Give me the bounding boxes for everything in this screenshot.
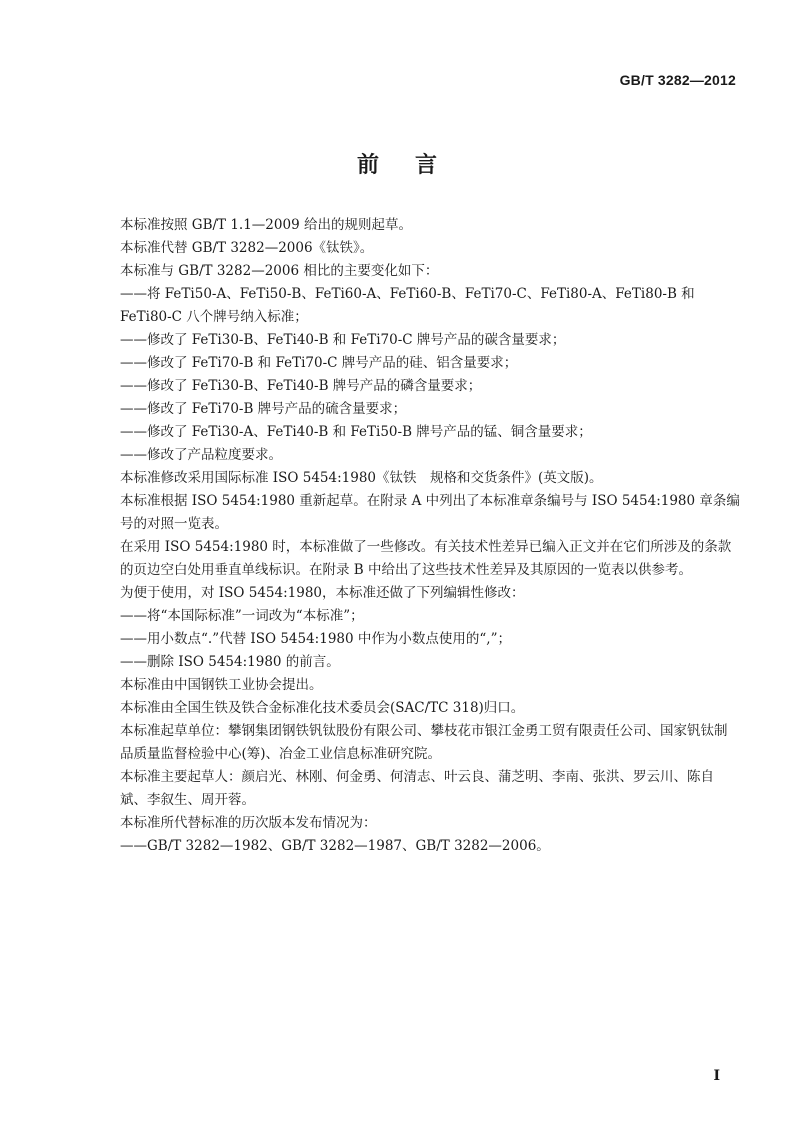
change-list-item: ——将 FeTi50-A、FeTi50-B、FeTi60-A、FeTi60-B、FeTi70-C、FeTi80-A、FeTi80-B 和 FeTi80-C 八个牌号纳入标准； [120, 286, 695, 325]
page-title: 前言 [356, 153, 473, 178]
change-list-item: ——修改了 FeTi30-B、FeTi40-B 牌号产品的磷含量要求； [120, 378, 482, 394]
paragraph: 在采用 ISO 5454:1980 时，本标准做了一些修改。有关技术性差异已编入正文并在它们所涉及的条款的页边空白处用垂直单线标识。在附录 B 中给出了这些技术性差异及其原因的一览表以供参考。 [120, 539, 732, 578]
paragraph: 本标准由中国钢铁工业协会提出。 [120, 677, 323, 693]
paragraph: 本标准代替 GB/T 3282—2006《钛铁》。 [120, 240, 374, 256]
change-list-item: ——修改了 FeTi70-B 牌号产品的硫含量要求； [120, 401, 407, 417]
paragraph: 本标准主要起草人：颜启光、林刚、何金勇、何清志、叶云良、蒲芝明、李南、张洪、罗云川、陈自斌、李叙生、周开蓉。 [120, 769, 714, 808]
standard-number: GB/T 3282—2012 [619, 72, 736, 88]
edit-list-item: ——删除 ISO 5454:1980 的前言。 [120, 654, 340, 670]
edit-list-item: ——将“本国际标准”一词改为“本标准”； [120, 608, 364, 624]
paragraph: 本标准与 GB/T 3282—2006 相比的主要变化如下： [120, 263, 439, 279]
change-list-item: ——修改了 FeTi70-B 和 FeTi70-C 牌号产品的硅、铝含量要求； [120, 355, 518, 371]
edit-list-item: ——用小数点“.”代替 ISO 5454:1980 中作为小数点使用的“,”； [120, 631, 511, 647]
paragraph: 本标准修改采用国际标准 ISO 5454:1980《钛铁 规格和交货条件》(英文版)。 [120, 470, 603, 486]
change-list-item: ——修改了 FeTi30-A、FeTi40-B 和 FeTi50-B 牌号产品的锰、铜含量要求； [120, 424, 592, 440]
change-list-item: ——修改了产品粒度要求。 [120, 447, 282, 463]
page-number: I [713, 1068, 720, 1084]
history-list-item: ——GB/T 3282—1982、GB/T 3282—1987、GB/T 3282—2006。 [120, 838, 550, 854]
paragraph: 本标准按照 GB/T 1.1—2009 给出的规则起草。 [120, 217, 412, 233]
change-list-item: ——修改了 FeTi30-B、FeTi40-B 和 FeTi70-C 牌号产品的碳含量要求； [120, 332, 566, 348]
paragraph: 本标准起草单位：攀钢集团钢铁钒钛股份有限公司、攀枝花市银江金勇工贸有限责任公司、国家钒钛制品质量监督检验中心(筹)、冶金工业信息标准研究院。 [120, 723, 728, 762]
foreword-body [120, 214, 740, 858]
paragraph: 本标准根据 ISO 5454:1980 重新起草。在附录 A 中列出了本标准章条编号与 ISO 5454:1980 章条编号的对照一览表。 [120, 493, 740, 532]
paragraph: 本标准所代替标准的历次版本发布情况为： [120, 815, 377, 831]
paragraph: 为便于使用，对 ISO 5454:1980，本标准还做了下列编辑性修改： [120, 585, 525, 601]
paragraph: 本标准由全国生铁及铁合金标准化技术委员会(SAC/TC 318)归口。 [120, 700, 525, 716]
